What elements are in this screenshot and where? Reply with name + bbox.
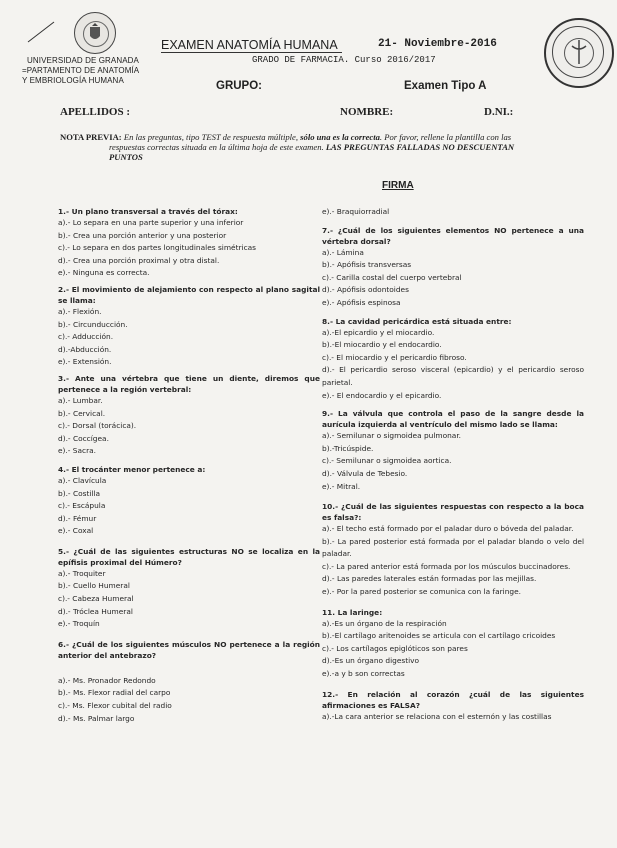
option: a).- Semilunar o sigmoidea pulmonar. — [322, 431, 462, 441]
option: b).- Costilla — [58, 488, 101, 498]
option: a).- Ms. Pronador Redondo — [58, 675, 156, 685]
question-2: 2.- El movimiento de alejamiento con respecto al plano sagital se llama: — [58, 284, 320, 305]
degree-course: GRADO DE FARMACIA. Curso 2016/2017 — [252, 55, 436, 65]
option: d).- Fémur — [58, 513, 97, 523]
option: e).- Troquín — [58, 619, 100, 629]
apellidos-label: APELLIDOS : — [60, 106, 130, 118]
department-line-2: Y EMBRIOLOGÍA HUMANA — [22, 76, 124, 85]
option: e).- Ninguna es correcta. — [58, 268, 150, 278]
option: b).-El cartílago aritenoides se articula con el cartílago cricoides — [322, 631, 556, 641]
nota-strong-1: sólo una es la correcta — [300, 132, 380, 142]
pen-mark — [26, 20, 56, 44]
option: a).- Lámina — [322, 247, 364, 257]
nota-line-3: PUNTOS — [109, 152, 143, 162]
dni-label: D.NI.: — [484, 106, 514, 118]
option: e).- Apófisis espinosa — [322, 297, 401, 307]
option: e).- El endocardio y el epicardio. — [322, 390, 442, 400]
option: d).- Crea una porción proximal y otra distal. — [58, 255, 220, 265]
nota-text-1: En las preguntas, tipo TEST de respuesta múltiple, — [123, 132, 299, 142]
option: d).-Es un órgano digestivo — [322, 656, 420, 666]
grupo-label: GRUPO: — [216, 80, 262, 92]
question-8: 8.- La cavidad pericárdica está situada entre: — [322, 316, 512, 326]
option: d).- Válvula de Tebesio. — [322, 468, 408, 478]
question-9: 9.- La válvula que controla el paso de la sangre desde la aurícula izquierda al ventrículo del mismo lado se llama: — [322, 409, 584, 430]
option: a).- Flexión. — [58, 306, 102, 316]
option: a).-La cara anterior se relaciona con el esternón y las costillas — [322, 711, 552, 721]
question-1: 1.- Un plano transversal a través del tórax: — [58, 207, 238, 216]
question-4: 4.- El trocánter menor pertenece a: — [58, 464, 206, 474]
option: e).- Por la pared posterior se comunica con la faringe. — [322, 587, 521, 597]
option: a).- Troquiter — [58, 568, 106, 578]
option: a).- Lumbar. — [58, 395, 103, 405]
option: d).- Coccígea. — [58, 433, 109, 443]
nota-label: NOTA PREVIA: — [60, 132, 122, 142]
nombre-label: NOMBRE: — [340, 106, 394, 118]
option: d).-Abducción. — [58, 344, 112, 354]
question-11: 11. La laringe: — [322, 607, 383, 617]
option: e).-a y b son correctas — [322, 669, 405, 679]
option: c).- Ms. Flexor cubital del radio — [58, 701, 172, 711]
questions-right-column — [322, 206, 584, 723]
option: a).-El epicardio y el miocardio. — [322, 327, 435, 337]
university-name: UNIVERSIDAD DE GRANADA — [27, 56, 139, 65]
department-line-1: =PARTAMENTO DE ANATOMÍA — [22, 66, 140, 75]
faculty-seal-logo — [544, 18, 614, 88]
option: d).- El pericardio seroso visceral (epicardio) y el pericardio seroso parietal. — [322, 365, 584, 387]
university-crest-logo — [74, 12, 116, 54]
option: b).-El miocardio y el endocardio. — [322, 340, 442, 350]
nota-line-2b: LAS PREGUNTAS FALLADAS NO DESCUENTAN — [325, 142, 515, 152]
option: e).- Extensión. — [58, 357, 112, 367]
exam-date: 21- Noviembre-2016 — [378, 38, 497, 50]
option: d).- Tróclea Humeral — [58, 606, 133, 616]
option: d).- Apófisis odontoides — [322, 285, 409, 295]
question-7: 7.- ¿Cuál de los siguientes elementos NO pertenece a una vértebra dorsal? — [322, 225, 584, 246]
option: b).- Cervical. — [58, 408, 106, 418]
option: b).- La pared posterior está formada por el paladar blando o velo del paladar. — [322, 536, 584, 559]
exam-type: Examen Tipo A — [404, 80, 487, 92]
option: e).- Coxal — [58, 526, 94, 536]
option: c).- Carilla costal del cuerpo vertebral — [322, 272, 462, 282]
option: b).- Crea una porción anterior y una posterior — [58, 230, 227, 240]
option: c).- El miocardio y el pericardio fibroso. — [322, 352, 467, 362]
option: c).- La pared anterior está formada por los músculos buccinadores. — [322, 561, 571, 571]
nota-previa — [60, 132, 580, 162]
option: d).- Ms. Palmar largo — [58, 713, 135, 723]
firma-label: FIRMA — [382, 180, 414, 191]
exam-title: EXAMEN ANATOMÍA HUMANA — [161, 38, 342, 53]
question-6: 6.- ¿Cuál de los siguientes músculos NO pertenece a la región anterior del antebrazo? — [58, 639, 320, 660]
option: c).- Escápula — [58, 501, 106, 511]
option: c).- Dorsal (torácica). — [58, 421, 137, 431]
option: a).- El techo está formado por el paladar duro o bóveda del paladar. — [322, 524, 574, 534]
option: e).- Sacra. — [58, 446, 96, 456]
option: b).- Cuello Humeral — [58, 581, 130, 591]
option: a).- Lo separa en una parte superior y una inferior — [58, 218, 244, 227]
option: e).- Mitral. — [322, 481, 361, 491]
nota-line-2a: respuestas correctas situada en la última hoja de este examen. — [109, 142, 324, 152]
option: b).- Circunducción. — [58, 319, 128, 329]
option: c).- Los cartílagos epiglóticos son pares — [322, 643, 468, 653]
option: a).-Es un órgano de la respiración — [322, 618, 447, 628]
option: d).- Las paredes laterales están formadas por las mejillas. — [322, 574, 537, 584]
option: e).- Braquiorradial — [322, 207, 390, 216]
questions-left-column — [58, 206, 320, 725]
option: c).- Adducción. — [58, 332, 114, 342]
question-12: 12.- En relación al corazón ¿cuál de las siguientes afirmaciones es FALSA? — [322, 689, 584, 710]
question-3: 3.- Ante una vértebra que tiene un diente, diremos que pertenece a la región vertebral: — [58, 373, 320, 394]
option: c).- Lo separa en dos partes longitudinales simétricas — [58, 243, 257, 253]
option: c).- Semilunar o sigmoidea aortica. — [322, 456, 452, 466]
option: a).- Clavícula — [58, 475, 107, 485]
option: c).- Cabeza Humeral — [58, 594, 134, 604]
question-10: 10.- ¿Cuál de las siguientes respuestas con respecto a la boca es falsa?: — [322, 502, 584, 523]
option: b).-Tricúspide. — [322, 443, 374, 453]
option: b).- Ms. Flexor radial del carpo — [58, 688, 171, 698]
question-5: 5.- ¿Cuál de las siguientes estructuras NO se localiza en la epífisis proximal del Húmero? — [58, 546, 320, 567]
option: b).- Apófisis transversas — [322, 260, 412, 270]
nota-text-2: . Por favor, rellene la plantilla con las — [379, 132, 512, 142]
